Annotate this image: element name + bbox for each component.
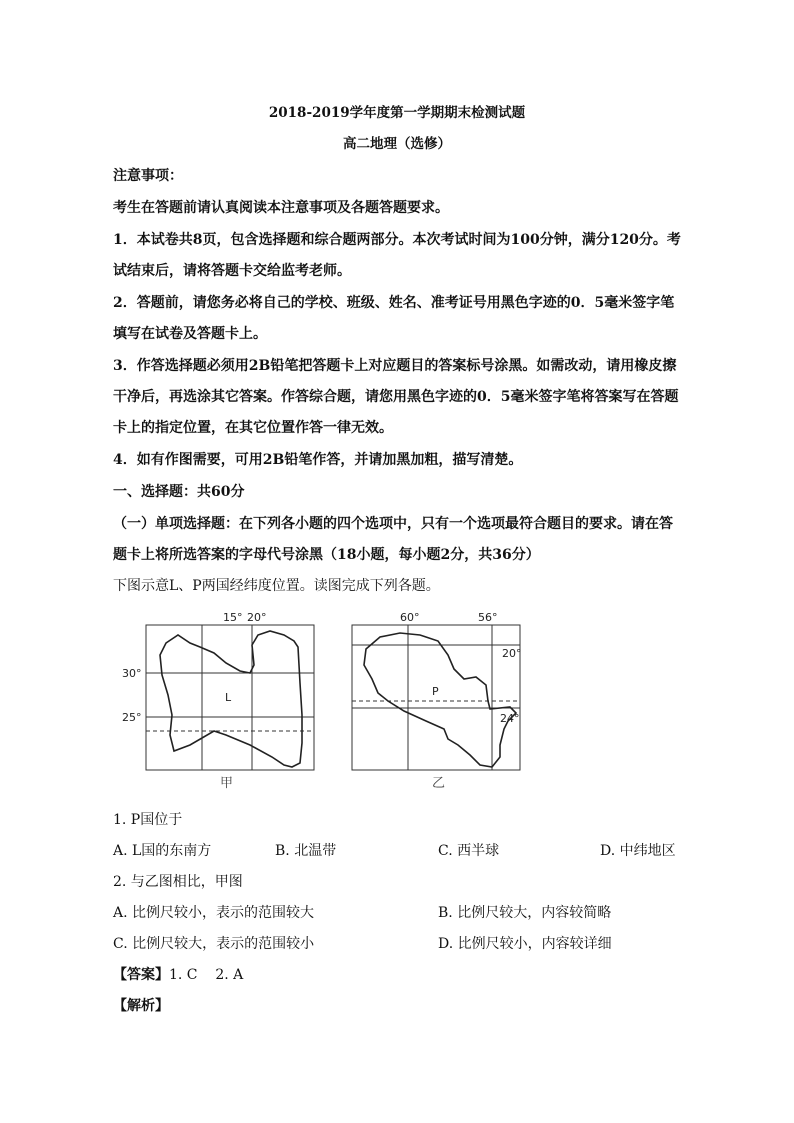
q1-option-a[interactable]: A. L国的东南方 (113, 843, 212, 859)
q2-stem: 2. 与乙图相比，甲图 (113, 874, 243, 890)
q2-option-c[interactable]: C. 比例尺较大，表示的范围较小 (113, 936, 315, 952)
exam-title: 2018-2019学年度第一学期期末检测试题 (268, 105, 526, 121)
map-yi-lon-60: 60° (400, 611, 420, 624)
notice-item-3b: 干净后，再选涂其它答案。作答综合题，请您用黑色字迹的0．5毫米签字笔将答案写在答题 (113, 389, 679, 405)
map-yi-caption: 乙 (432, 776, 446, 791)
map-jia-caption: 甲 (220, 776, 234, 791)
exam-subtitle: 高二地理（选修） (343, 136, 451, 152)
notice-item-1b: 试结束后，请将答题卡交给监考老师。 (113, 263, 351, 279)
q1-stem: 1. P国位于 (113, 812, 183, 828)
map-yi-lon-56: 56° (478, 611, 498, 624)
country-p-outline (364, 633, 516, 767)
answer-text: 1. C 2. A (169, 967, 244, 983)
q2-option-a[interactable]: A. 比例尺较小，表示的范围较大 (113, 905, 315, 921)
notice-item-2a: 2．答题前，请您务必将自己的学校、班级、姓名、准考证号用黑色字迹的0．5毫米签字笔 (113, 295, 675, 311)
map-jia-lon-15: 15° (223, 611, 243, 624)
notice-item-3c: 卡上的指定位置，在其它位置作答一律无效。 (113, 420, 393, 436)
map-jia-lat-25: 25° (122, 711, 142, 724)
map-yi-lat-24: 24° (500, 712, 520, 725)
q2-option-b[interactable]: B. 比例尺较大，内容较简略 (438, 905, 612, 921)
q2-option-d[interactable]: D. 比例尺较小，内容较详细 (438, 936, 612, 952)
map-yi-lat-20-visible: 20° (502, 647, 522, 660)
section-instructions-b: 题卡上将所选答案的字母代号涂黑（18小题，每小题2分，共36分） (113, 547, 540, 563)
map-yi (352, 611, 522, 791)
map-jia-country: L (225, 691, 232, 704)
answer-label: 【答案】 (113, 967, 169, 983)
notice-heading: 注意事项： (113, 168, 183, 184)
notice-intro: 考生在答题前请认真阅读本注意事项及各题答题要求。 (113, 200, 449, 216)
notice-item-2b: 填写在试卷及答题卡上。 (113, 326, 267, 342)
map-jia (122, 611, 314, 791)
map-jia-lon-20: 20° (247, 611, 267, 624)
notice-item-3a: 3．作答选择题必须用2B铅笔把答题卡上对应题目的答案标号涂黑。如需改动，请用橡皮擦 (113, 358, 677, 374)
q1-option-c[interactable]: C. 西半球 (438, 843, 500, 859)
question-stem-intro: 下图示意L、P两国经纬度位置。读图完成下列各题。 (113, 578, 440, 594)
answer-line (113, 965, 683, 985)
q1-option-d[interactable]: D. 中纬地区 (600, 843, 676, 859)
notice-item-1a: 1．本试卷共8页，包含选择题和综合题两部分。本次考试时间为100分钟，满分120分。考 (113, 232, 681, 248)
notice-item-4: 4．如有作图需要，可用2B铅笔作答，并请加黑加粗，描写清楚。 (113, 452, 523, 468)
section-instructions-a: （一）单项选择题：在下列各小题的四个选项中，只有一个选项最符合题目的要求。请在答 (113, 516, 673, 532)
q1-option-b[interactable]: B. 北温带 (275, 843, 337, 859)
map-yi-country: P (432, 685, 439, 698)
section-heading: 一、选择题：共60分 (113, 484, 245, 500)
lat-lon-figure (122, 605, 530, 791)
analysis-label: 【解析】 (113, 998, 169, 1014)
map-jia-lat-30: 30° (122, 667, 142, 680)
